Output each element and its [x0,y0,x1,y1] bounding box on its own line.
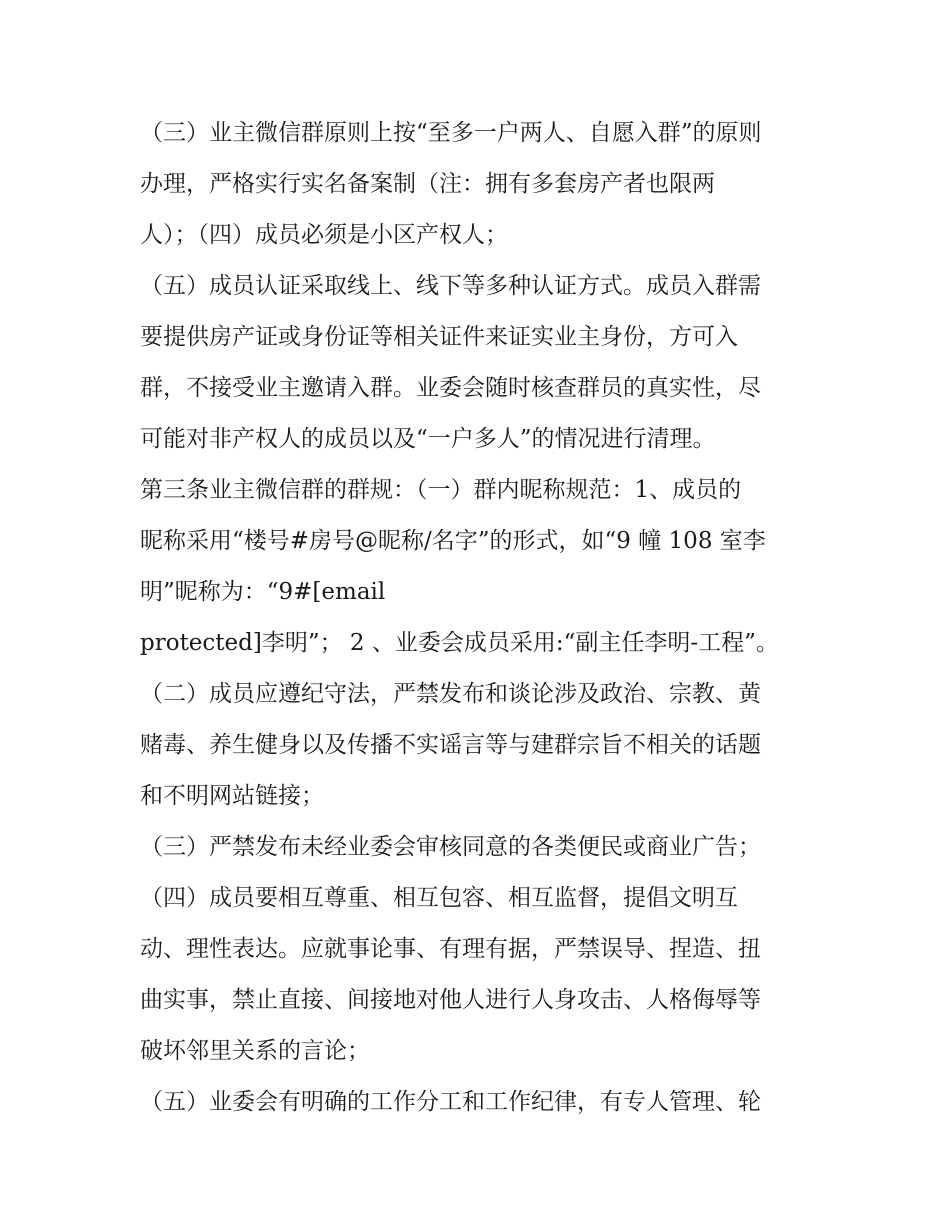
text-line: （五）业委会有明确的工作分工和工作纪律，有专人管理、轮 [140,1089,761,1115]
text-line: 第三条业主微信群的群规：（一）群内昵称规范：1、成员的 [140,477,742,503]
document-body [140,108,820,1128]
text-line: （三）严禁发布未经业委会审核同意的各类便民或商业广告； [140,834,761,860]
text-line: （五）成员认证采取线上、线下等多种认证方式。成员入群需 [140,273,761,299]
text-line: （三）业主微信群原则上按“至多一户两人、自愿入群”的原则 [140,120,762,146]
text-line: （二）成员应遵纪守法，严禁发布和谈论涉及政治、宗教、黄 [140,681,761,707]
text-line: 动、理性表达。应就事论事、有理有据，严禁误导、捏造、扭 [140,936,761,962]
text-line: protected]李明”； 2 、业委会成员采用:“副主任李明-工程”。 [140,630,779,656]
text-line: 要提供房产证或身份证等相关证件来证实业主身份，方可入 [140,324,738,350]
text-line: 群，不接受业主邀请入群。业委会随时核查群员的真实性，尽 [140,375,761,401]
text-line: （四）成员要相互尊重、相互包容、相互监督，提倡文明互 [140,885,738,911]
text-line: 和不明网站链接； [140,783,324,809]
text-line: 人）；（四）成员必须是小区产权人； [140,222,508,248]
text-line: 可能对非产权人的成员以及“一户多人”的情况进行清理。 [140,426,716,452]
text-line: 曲实事，禁止直接、间接地对他人进行人身攻击、人格侮辱等 [140,987,761,1013]
text-line: 破坏邻里关系的言论； [140,1038,370,1064]
text-line: 赌毒、养生健身以及传播不实谣言等与建群宗旨不相关的话题 [140,732,761,758]
text-line: 明”昵称为：“9#[email [140,579,386,605]
text-line: 昵称采用“楼号#房号@昵称/名字”的形式，如“9 幢 108 室李 [140,528,766,554]
text-line: 办理，严格实行实名备案制（注：拥有多套房产者也限两 [140,171,715,197]
